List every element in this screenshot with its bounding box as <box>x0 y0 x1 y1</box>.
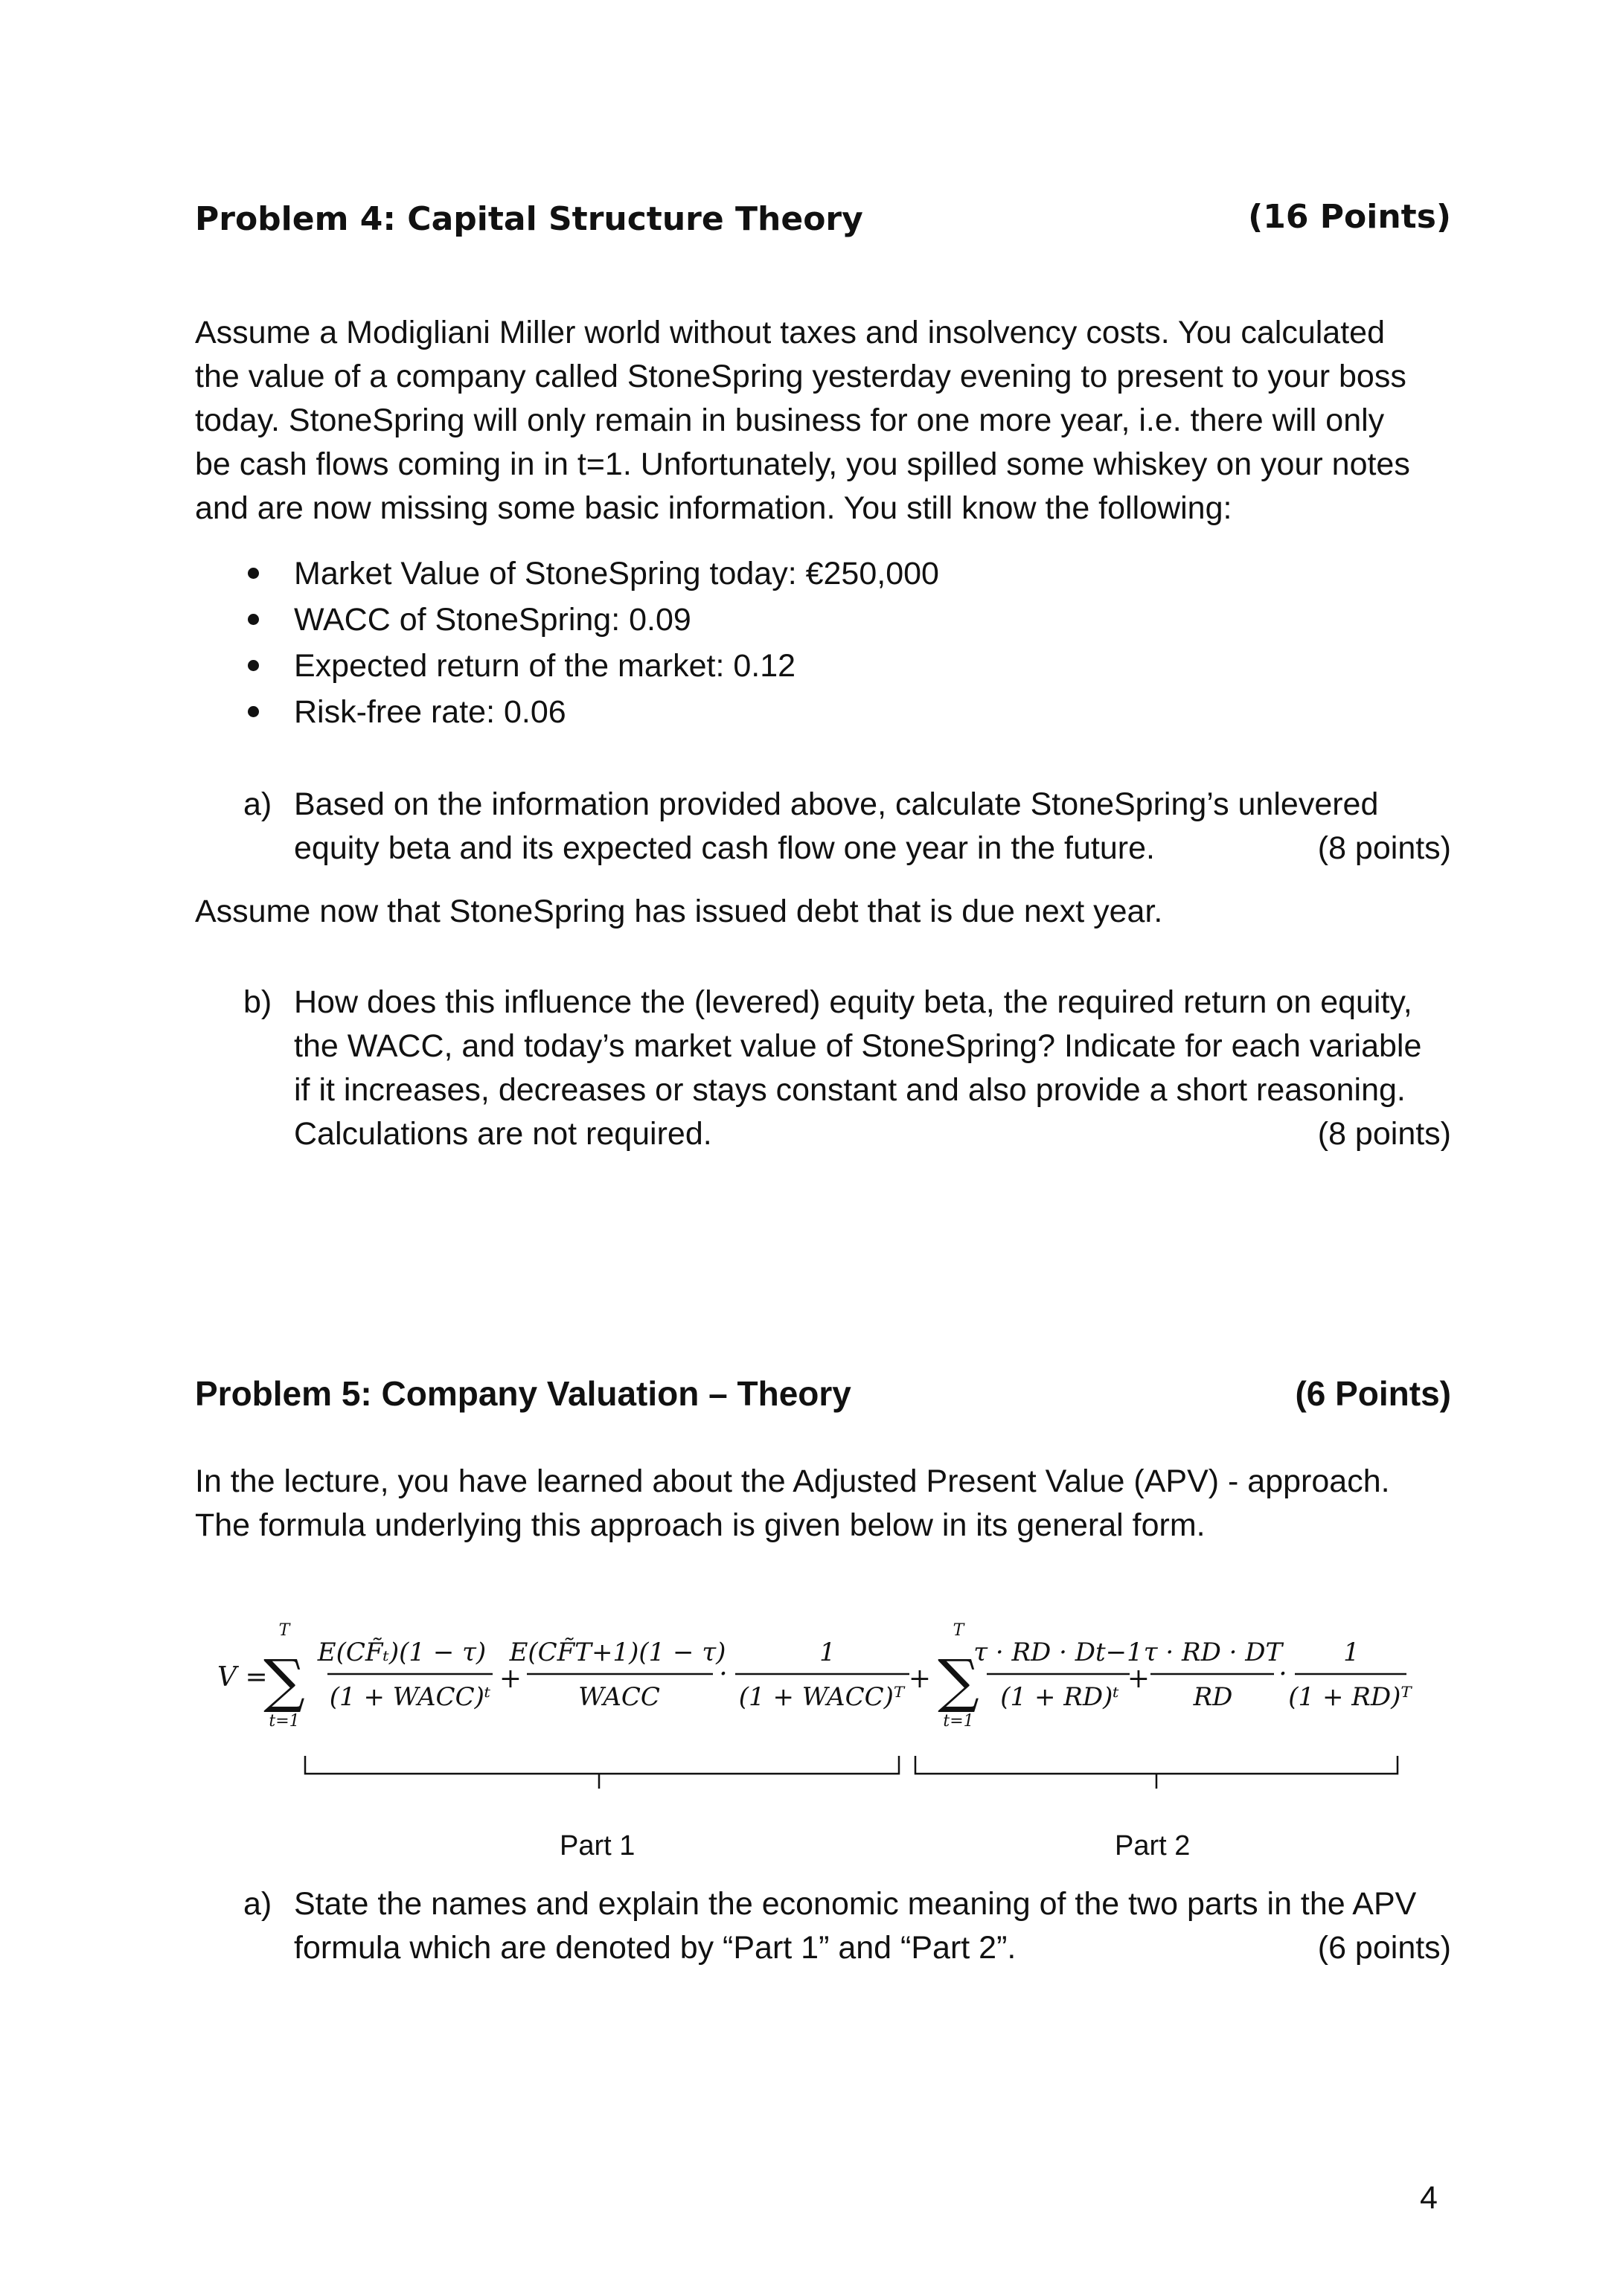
term4-numerator: τ · RD · Dt−1 <box>973 1638 1143 1667</box>
question-line: formula which are denoted by “Part 1” and “Part 2”. (6 points) <box>294 1926 1451 1970</box>
formula-lhs: V = <box>217 1662 268 1693</box>
question-line: if it increases, decreases or stays constant and also provide a short reasoning. <box>294 1072 1406 1108</box>
intro-line: Assume a Modigliani Miller world without taxes and insolvency costs. You calculated <box>195 315 1385 350</box>
intro-line: In the lecture, you have learned about the Adjusted Present Value (APV) - approach. <box>195 1463 1390 1499</box>
problem4-header <box>195 198 1451 238</box>
question-label: b) <box>243 984 272 1020</box>
term1-denominator: (1 + WACC)ᵗ <box>329 1682 491 1712</box>
apv-formula <box>0 1600 1623 1845</box>
problem5-question-a <box>243 1882 1451 1970</box>
question-line: How does this influence the (levered) equity beta, the required return on equity, <box>294 984 1412 1020</box>
problem5-header <box>195 1373 1451 1414</box>
problem4-title: Problem 4: Capital Structure Theory <box>195 200 863 238</box>
list-item: Risk-free rate: 0.06 <box>294 689 1336 735</box>
problem5-intro <box>195 1460 1451 1548</box>
part1-label: Part 1 <box>560 1830 636 1862</box>
term2-denominator: WACC <box>578 1682 660 1712</box>
problem5-points: (6 Points) <box>1295 1374 1451 1413</box>
bullet-icon <box>248 706 259 717</box>
term5-denominator: RD <box>1193 1682 1233 1712</box>
intro-line: and are now missing some basic information. You still know the following: <box>195 490 1232 526</box>
problem4-points: (16 Points) <box>1248 198 1451 236</box>
plus-sign: + <box>908 1664 932 1694</box>
bullet-icon <box>248 614 259 625</box>
question-label: a) <box>243 786 272 822</box>
problem4-question-a <box>243 783 1451 870</box>
dot-operator: · <box>1278 1659 1287 1690</box>
question-line: Based on the information provided above, calculate StoneSpring’s unlevered <box>294 786 1379 822</box>
sum-symbol: ∑ <box>263 1648 305 1715</box>
question-line: State the names and explain the economic meaning of the two parts in the APV <box>294 1886 1417 1922</box>
term6-numerator: 1 <box>1343 1638 1360 1667</box>
list-item: Expected return of the market: 0.12 <box>294 643 1336 689</box>
intro-line: today. StoneSpring will only remain in business for one more year, i.e. there will only <box>195 403 1385 438</box>
sum-upper-limit: T <box>953 1621 964 1640</box>
problem4-question-b <box>243 981 1451 1156</box>
term1-numerator: E(CF̃ₜ)(1 − τ) <box>317 1638 487 1667</box>
term3-denominator: (1 + WACC)ᵀ <box>738 1682 905 1712</box>
intro-line: the value of a company called StoneSpring yesterday evening to present to your boss <box>195 359 1406 394</box>
page-number: 4 <box>1420 2180 1438 2216</box>
plus-sign: + <box>1127 1664 1150 1694</box>
term4-denominator: (1 + RD)ᵗ <box>1000 1682 1119 1712</box>
problem4-intro <box>195 311 1451 530</box>
list-item: Market Value of StoneSpring today: €250,000 <box>294 551 1336 597</box>
bullet-icon <box>248 568 259 579</box>
bullet-icon <box>248 660 259 671</box>
sum-lower-limit: t=1 <box>269 1712 300 1731</box>
intro-line: The formula underlying this approach is given below in its general form. <box>195 1507 1206 1543</box>
part2-brace <box>915 1756 1398 1789</box>
question-points: (8 points) <box>1317 1116 1451 1152</box>
plus-sign: + <box>499 1664 522 1694</box>
problem5-title: Problem 5: Company Valuation – Theory <box>195 1374 851 1413</box>
list-item: WACC of StoneSpring: 0.09 <box>294 597 1336 643</box>
term6-denominator: (1 + RD)ᵀ <box>1288 1682 1412 1712</box>
problem4-transition: Assume now that StoneSpring has issued debt that is due next year. <box>195 894 1163 929</box>
question-line: equity beta and its expected cash flow one year in the future. (8 points) <box>294 827 1451 870</box>
term3-numerator: 1 <box>819 1638 836 1667</box>
part2-label: Part 2 <box>1115 1830 1191 1862</box>
question-line: the WACC, and today’s market value of StoneSpring? Indicate for each variable <box>294 1028 1422 1064</box>
question-label: a) <box>243 1886 272 1922</box>
intro-line: be cash flows coming in in t=1. Unfortunately, you spilled some whiskey on your notes <box>195 446 1410 482</box>
sum-upper-limit: T <box>278 1621 290 1640</box>
question-line: Calculations are not required. (8 points) <box>294 1112 1451 1156</box>
term5-numerator: τ · RD · DT <box>1143 1638 1283 1667</box>
sum-symbol: ∑ <box>938 1648 979 1715</box>
sum-lower-limit: t=1 <box>943 1712 974 1731</box>
question-points: (8 points) <box>1317 830 1451 866</box>
term2-numerator: E(CF̃T+1)(1 − τ) <box>509 1638 726 1667</box>
dot-operator: · <box>719 1659 728 1690</box>
part1-brace <box>305 1756 899 1789</box>
question-points: (6 points) <box>1317 1930 1451 1966</box>
known-facts-list <box>294 551 1336 735</box>
